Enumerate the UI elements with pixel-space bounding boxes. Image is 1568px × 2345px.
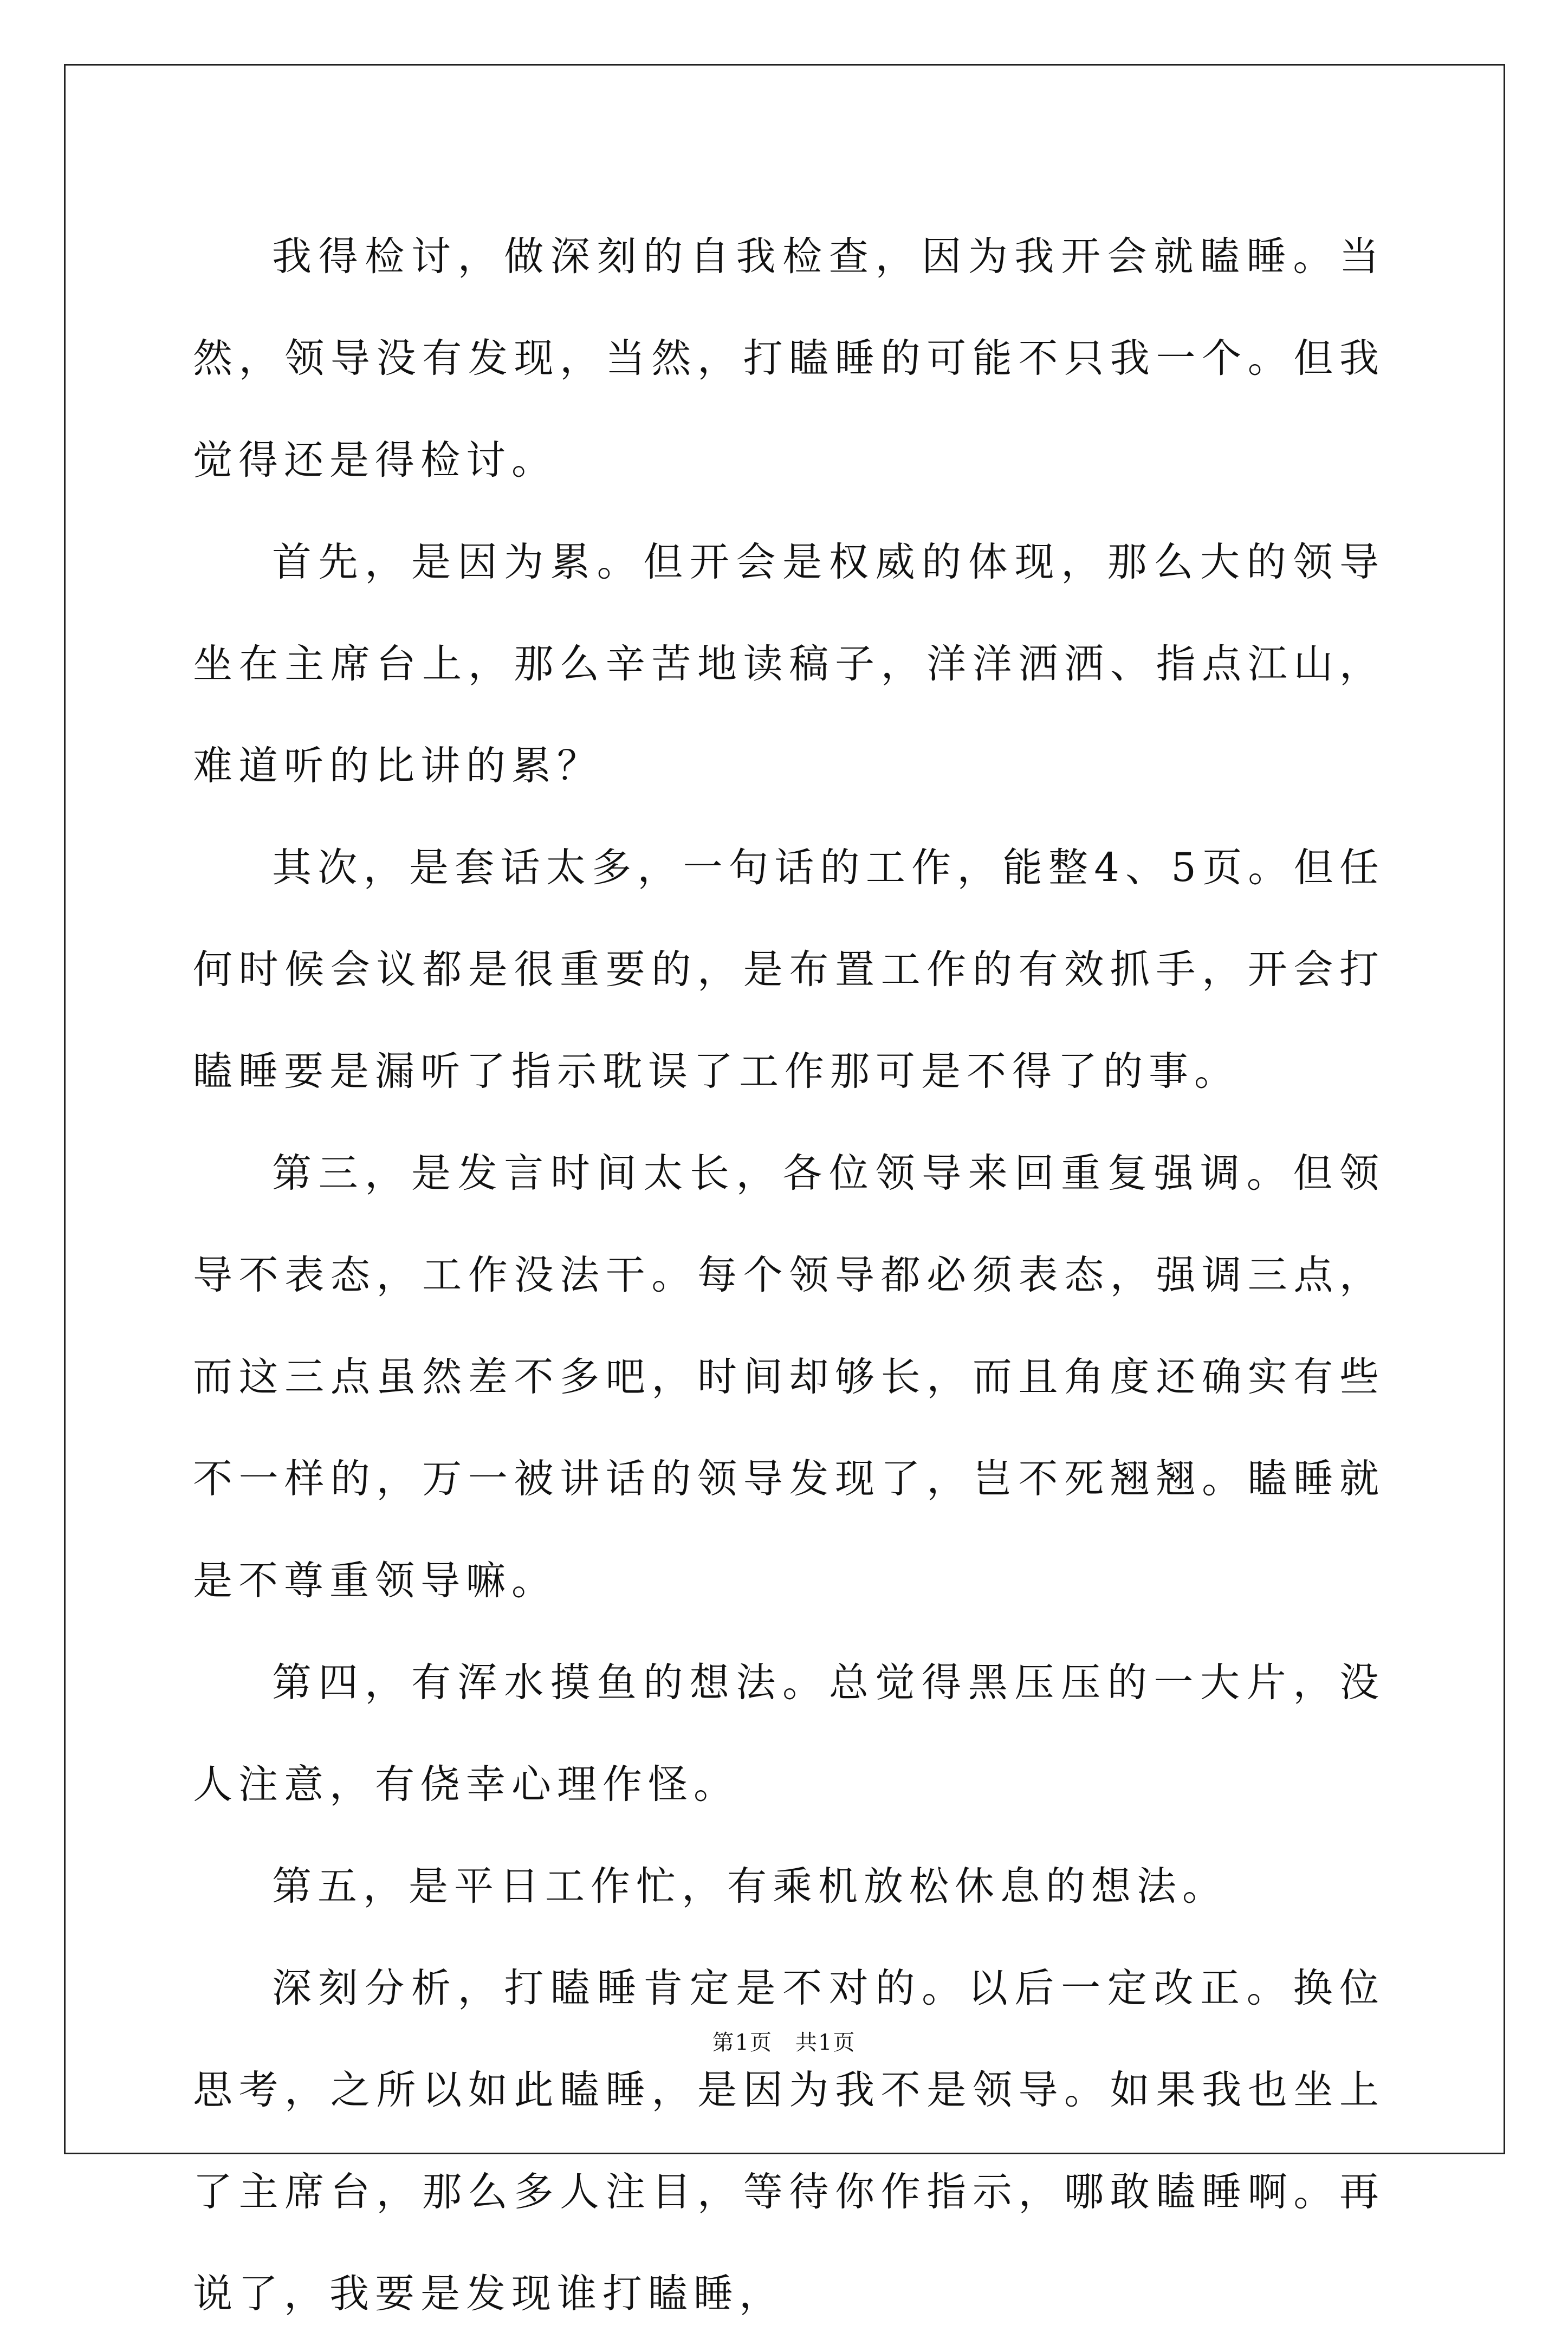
paragraph-4: 第三，是发言时间太长，各位领导来回重复强调。但领导不表态，工作没法干。每个领导都必须表态，强调三点，而这三点虽然差不多吧，时间却够长，而且角度还确实有些不一样的，万一被讲话的领导发现了，岂不死翘翘。瞌睡就是不尊重领导嘛。	[193, 1150, 1385, 1604]
paragraph-7: 深刻分析，打瞌睡肯定是不对的。以后一定改正。换位思考，之所以如此瞌睡，是因为我不是领导。如果我也坐上了主席台，那么多人注目，等待你作指示，哪敢瞌睡啊。再说了，我要是发现谁打瞌睡，	[193, 1965, 1385, 2317]
paragraph-1: 我得检讨，做深刻的自我检查，因为我开会就瞌睡。当然，领导没有发现，当然，打瞌睡的可能不只我一个。但我觉得还是得检讨。	[193, 234, 1385, 483]
document-body	[193, 206, 1385, 2345]
page-footer: 第1页 共1页	[712, 2030, 856, 2055]
paragraph-5: 第四，有浑水摸鱼的想法。总觉得黑压压的一大片，没人注意，有侥幸心理作怪。	[193, 1660, 1385, 1808]
paragraph-3: 其次，是套话太多，一句话的工作，能整4、5页。但任何时候会议都是很重要的，是布置工作的有效抓手，开会打瞌睡要是漏听了指示耽误了工作那可是不得了的事。	[193, 845, 1385, 1094]
paragraph-2: 首先，是因为累。但开会是权威的体现，那么大的领导坐在主席台上，那么辛苦地读稿子，洋洋洒洒、指点江山，难道听的比讲的累？	[193, 539, 1385, 789]
paragraph-6: 第五，是平日工作忙，有乘机放松休息的想法。	[272, 1863, 1228, 1909]
